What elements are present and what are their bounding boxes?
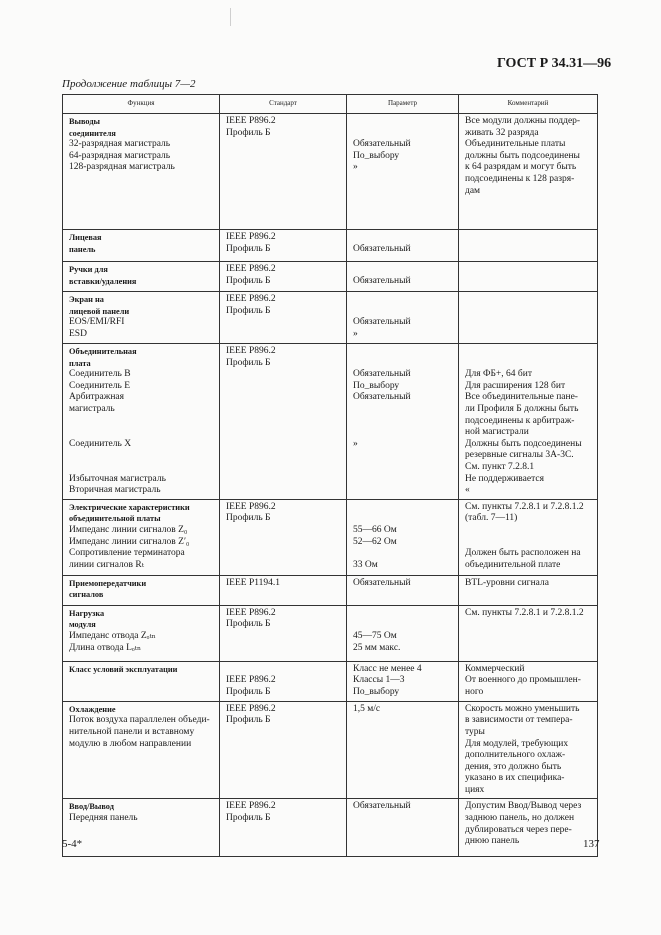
cell-text-line: Классы 1—3 <box>353 675 405 686</box>
cell-standard <box>220 605 347 661</box>
row-heading-line: Приемопередатчики <box>69 578 147 588</box>
cell-text-line <box>353 346 454 358</box>
cell-text-line <box>69 427 215 439</box>
cell-text-line: должны быть подсоединены <box>465 150 580 161</box>
row-heading-line: Ввод/Вывод <box>69 802 114 812</box>
cell-text-line: Не поддерживается <box>465 473 544 484</box>
cell-function <box>63 799 220 857</box>
table-row <box>63 292 598 344</box>
row-heading-line: модуля <box>69 620 96 630</box>
cell-text-line: Профиль Б <box>226 513 271 524</box>
cell-text-line: живать 32 разряда <box>465 127 539 138</box>
cell-text-line: модулю в любом направлении <box>69 738 192 749</box>
cell-text-line: Профиль Б <box>226 357 271 368</box>
cell-function <box>63 661 220 701</box>
cell-function <box>63 605 220 661</box>
cell-function <box>63 701 220 799</box>
cell-text-line: См. пункт 7.2.8.1 <box>465 461 535 472</box>
cell-text-line <box>69 462 215 474</box>
cell-text-line: Все модули должны поддер- <box>465 116 581 126</box>
cell-text-line: Скорость можно уменьшить <box>465 703 580 714</box>
cell-function <box>63 575 220 605</box>
cell-standard <box>220 262 347 292</box>
column-header-comment: Комментарий <box>459 95 598 114</box>
table-row <box>63 605 598 661</box>
cell-text-line <box>353 619 454 631</box>
sheet-marker: 5-4* <box>62 838 83 850</box>
cell-text-line: дублироваться через пере- <box>465 824 572 835</box>
row-heading-line: Нагрузка <box>69 608 105 618</box>
cell-text-line: объединительной плате <box>465 559 561 570</box>
cell-text-line: 45—75 Ом <box>353 630 397 641</box>
cell-text-line <box>353 548 454 560</box>
cell-text-line: Профиль Б <box>226 686 271 697</box>
cell-text-line <box>69 450 215 462</box>
cell-parameter <box>347 499 459 575</box>
cell-text-line: циях <box>465 784 485 795</box>
table-row <box>63 230 598 262</box>
table-row <box>63 114 598 230</box>
cell-comment <box>459 230 598 262</box>
table-row <box>63 499 598 575</box>
cell-text-line: Соединитель Е <box>69 380 130 391</box>
cell-text-line: Класс не менее 4 <box>353 663 422 674</box>
cell-comment <box>459 799 598 857</box>
cell-text-line: См. пункты 7.2.8.1 и 7.2.8.1.2 <box>465 607 584 618</box>
cell-text-line <box>465 537 593 549</box>
cell-text-line <box>353 502 454 514</box>
table-row <box>63 701 598 799</box>
cell-text-line: 52—62 Ом <box>353 536 397 547</box>
cell-comment <box>459 661 598 701</box>
cell-text-line: Обязательный <box>353 243 411 254</box>
row-heading-line: плата <box>69 358 91 368</box>
cell-text-line: Импеданс линии сигналов Z₀ <box>69 524 188 535</box>
row-heading-line: объединительной платы <box>69 514 161 524</box>
cell-text-line: Профиль Б <box>226 715 271 726</box>
cell-text-line: 25 мм макс. <box>353 642 401 653</box>
cell-text-line: в зависимости от темпера- <box>465 715 573 726</box>
cell-text-line: днюю панель <box>465 836 520 847</box>
cell-function <box>63 114 220 230</box>
cell-text-line: От военного до промышлен- <box>465 675 581 686</box>
cell-comment <box>459 292 598 344</box>
row-heading-line: Электрические характеристики <box>69 502 190 512</box>
cell-standard <box>220 292 347 344</box>
cell-text-line <box>353 427 454 439</box>
cell-text-line: Обязательный <box>353 317 411 328</box>
table-row <box>63 575 598 605</box>
row-heading-line: лицевой панели <box>69 306 130 316</box>
row-heading-line: Ручки для <box>69 265 108 274</box>
table-row <box>63 344 598 500</box>
cell-text-line: Соединитель X <box>69 438 132 449</box>
cell-text-line: Допустим Ввод/Вывод через <box>465 801 582 812</box>
cell-text-line: IEEE P896.2 <box>226 675 276 686</box>
cell-text-line: IEEE P896.2 <box>226 116 276 126</box>
cell-text-line: ного <box>465 686 484 697</box>
cell-parameter <box>347 605 459 661</box>
cell-comment <box>459 262 598 292</box>
cell-text-line: Обязательный <box>353 139 411 150</box>
cell-text-line <box>353 513 454 525</box>
table-body <box>63 114 598 857</box>
cell-text-line: Обязательный <box>353 369 411 380</box>
page-number: 137 <box>583 838 600 850</box>
cell-text-line: Обязательный <box>353 392 411 403</box>
cell-text-line: IEEE P896.2 <box>226 501 276 512</box>
cell-text-line: (табл. 7—11) <box>465 513 518 524</box>
cell-text-line: IEEE P896.2 <box>226 294 276 304</box>
cell-text-line: Для ФБ+, 64 бит <box>465 369 532 380</box>
cell-parameter <box>347 262 459 292</box>
column-header-function: Функция <box>63 95 220 114</box>
cell-text-line: Арбитражная <box>69 392 124 403</box>
cell-text-line: Сопротивление терминатора <box>69 548 185 559</box>
cell-function <box>63 344 220 500</box>
cell-text-line: IEEE P896.2 <box>226 346 276 356</box>
cell-text-line: Обязательный <box>353 577 411 588</box>
cell-text-line: резервные сигналы 3А-3С. <box>465 450 574 461</box>
cell-text-line: Вторичная магистраль <box>69 485 161 496</box>
cell-text-line: Поток воздуха параллелен объеди- <box>69 715 210 726</box>
cell-text-line: подсоединены к 128 разря- <box>465 173 575 184</box>
document-id: ГОСТ Р 34.31—96 <box>497 56 612 71</box>
cell-text-line: Должен быть расположен на <box>465 548 581 559</box>
cell-text-line: дополнительного охлаж- <box>465 750 566 761</box>
cell-text-line: подсоединены к арбитраж- <box>465 415 575 426</box>
row-heading-line: соединителя <box>69 128 116 138</box>
row-heading-line: панель <box>69 244 96 254</box>
cell-text-line: магистраль <box>69 403 115 414</box>
cell-text-line: » <box>353 438 358 449</box>
cell-function <box>63 262 220 292</box>
cell-text-line <box>353 232 454 244</box>
cell-text-line: заднюю панель, но должен <box>465 813 575 824</box>
cell-text-line <box>465 358 593 370</box>
cell-comment <box>459 499 598 575</box>
cell-text-line <box>353 404 454 416</box>
row-heading-line: Объединительная <box>69 347 137 356</box>
cell-text-line: 55—66 Ом <box>353 524 397 535</box>
row-heading-line: Класс условий эксплуатации <box>69 664 178 674</box>
row-heading-line: Выводы <box>69 117 101 126</box>
cell-text-line: дения, это должно быть <box>465 761 562 772</box>
cell-text-line: По_выбору <box>353 380 400 391</box>
cell-text-line <box>353 128 454 140</box>
cell-standard <box>220 230 347 262</box>
table-row <box>63 661 598 701</box>
cell-text-line: Профиль Б <box>226 813 271 824</box>
cell-text-line: См. пункты 7.2.8.1 и 7.2.8.1.2 <box>465 501 584 512</box>
column-header-standard: Стандарт <box>220 95 347 114</box>
cell-text-line: указано в их специфика- <box>465 773 565 784</box>
cell-comment <box>459 605 598 661</box>
cell-text-line: Коммерческий <box>465 663 525 674</box>
table-header-row <box>63 95 598 114</box>
cell-text-line: EOS/EMI/RFI <box>69 317 125 328</box>
cell-text-line: Все объединительные пане- <box>465 392 578 403</box>
cell-text-line: Передняя панель <box>69 813 138 824</box>
cell-text-line: IEEE P896.2 <box>226 232 276 242</box>
cell-parameter <box>347 230 459 262</box>
cell-text-line <box>69 416 215 428</box>
specification-table <box>62 94 598 857</box>
cell-standard <box>220 701 347 799</box>
row-heading-line: сигналов <box>69 590 104 600</box>
row-heading-line: вставки/удаления <box>69 276 137 286</box>
cell-standard <box>220 344 347 500</box>
cell-standard <box>220 114 347 230</box>
cell-comment <box>459 114 598 230</box>
cell-parameter <box>347 114 459 230</box>
cell-function <box>63 230 220 262</box>
cell-text-line: Профиль Б <box>226 305 271 316</box>
cell-standard <box>220 799 347 857</box>
cell-text-line: IEEE P896.2 <box>226 801 276 812</box>
paper-crease-mark <box>230 8 231 26</box>
cell-text-line <box>353 358 454 370</box>
cell-text-line: « <box>465 485 470 496</box>
cell-text-line: Профиль Б <box>226 619 271 630</box>
cell-text-line <box>353 416 454 428</box>
cell-text-line: Профиль Б <box>226 275 271 286</box>
cell-text-line: 128-разрядная магистраль <box>69 162 175 173</box>
cell-standard <box>220 575 347 605</box>
cell-text-line: линии сигналов Rₜ <box>69 559 145 570</box>
cell-text-line: BTL-уровни сигнала <box>465 577 549 588</box>
cell-text-line: Должны быть подсоединены <box>465 438 582 449</box>
cell-text-line <box>226 664 342 676</box>
cell-text-line: IEEE P896.2 <box>226 264 276 274</box>
cell-comment <box>459 575 598 605</box>
cell-text-line: ESD <box>69 328 87 339</box>
cell-parameter <box>347 701 459 799</box>
cell-text-line: 33 Ом <box>353 559 378 570</box>
column-header-parameter: Параметр <box>347 95 459 114</box>
row-heading-line: Охлаждение <box>69 704 116 714</box>
cell-text-line <box>353 294 454 306</box>
cell-text-line <box>353 264 454 276</box>
cell-text-line: Для модулей, требующих <box>465 738 569 749</box>
cell-text-line: По_выбору <box>353 686 400 697</box>
cell-parameter <box>347 799 459 857</box>
cell-text-line: Объединительные платы <box>465 139 566 150</box>
cell-text-line: Соединитель В <box>69 369 131 380</box>
cell-text-line <box>353 116 454 128</box>
cell-text-line <box>465 525 593 537</box>
table-row <box>63 262 598 292</box>
cell-text-line <box>353 306 454 318</box>
cell-comment <box>459 701 598 799</box>
cell-text-line: Обязательный <box>353 275 411 286</box>
cell-text-line: IEEE P896.2 <box>226 607 276 618</box>
cell-parameter <box>347 344 459 500</box>
cell-text-line: IEEE P1194.1 <box>226 577 281 588</box>
cell-text-line: Импеданс отвода Zₒₜₙ <box>69 630 156 641</box>
cell-function <box>63 292 220 344</box>
cell-text-line: » <box>353 162 358 173</box>
cell-text-line: 1,5 м/с <box>353 703 381 714</box>
cell-text-line: Обязательный <box>353 801 411 812</box>
cell-text-line: 64-разрядная магистраль <box>69 150 171 161</box>
cell-parameter <box>347 292 459 344</box>
cell-standard <box>220 499 347 575</box>
cell-text-line: к 64 разрядам и могут быть <box>465 162 577 173</box>
row-heading-line: Экран на <box>69 295 104 304</box>
row-heading-line: Лицевая <box>69 233 102 242</box>
cell-text-line: По_выбору <box>353 150 400 161</box>
table-row <box>63 799 598 857</box>
cell-text-line: туры <box>465 726 485 737</box>
cell-text-line: нительной панели и вставному <box>69 726 195 737</box>
table-continuation-caption: Продолжение таблицы 7—2 <box>62 78 196 90</box>
cell-standard <box>220 661 347 701</box>
cell-text-line: ной магистрали <box>465 427 529 438</box>
cell-comment <box>459 344 598 500</box>
cell-text-line: дам <box>465 185 481 196</box>
cell-text-line: Профиль Б <box>226 127 271 138</box>
cell-text-line: IEEE P896.2 <box>226 703 276 714</box>
cell-parameter <box>347 661 459 701</box>
cell-text-line: ли Профиля Б должны быть <box>465 403 579 414</box>
cell-text-line: Избыточная магистраль <box>69 473 166 484</box>
cell-text-line <box>353 608 454 620</box>
cell-text-line: Импеданс линии сигналов Z′₀ <box>69 536 190 547</box>
cell-text-line: 32-разрядная магистраль <box>69 139 171 150</box>
cell-text-line: Для расширения 128 бит <box>465 380 566 391</box>
cell-function <box>63 499 220 575</box>
cell-text-line: » <box>353 328 358 339</box>
cell-text-line: Профиль Б <box>226 243 271 254</box>
cell-parameter <box>347 575 459 605</box>
cell-text-line: Длина отвода Lₒₜₙ <box>69 642 142 653</box>
cell-text-line <box>465 346 593 358</box>
